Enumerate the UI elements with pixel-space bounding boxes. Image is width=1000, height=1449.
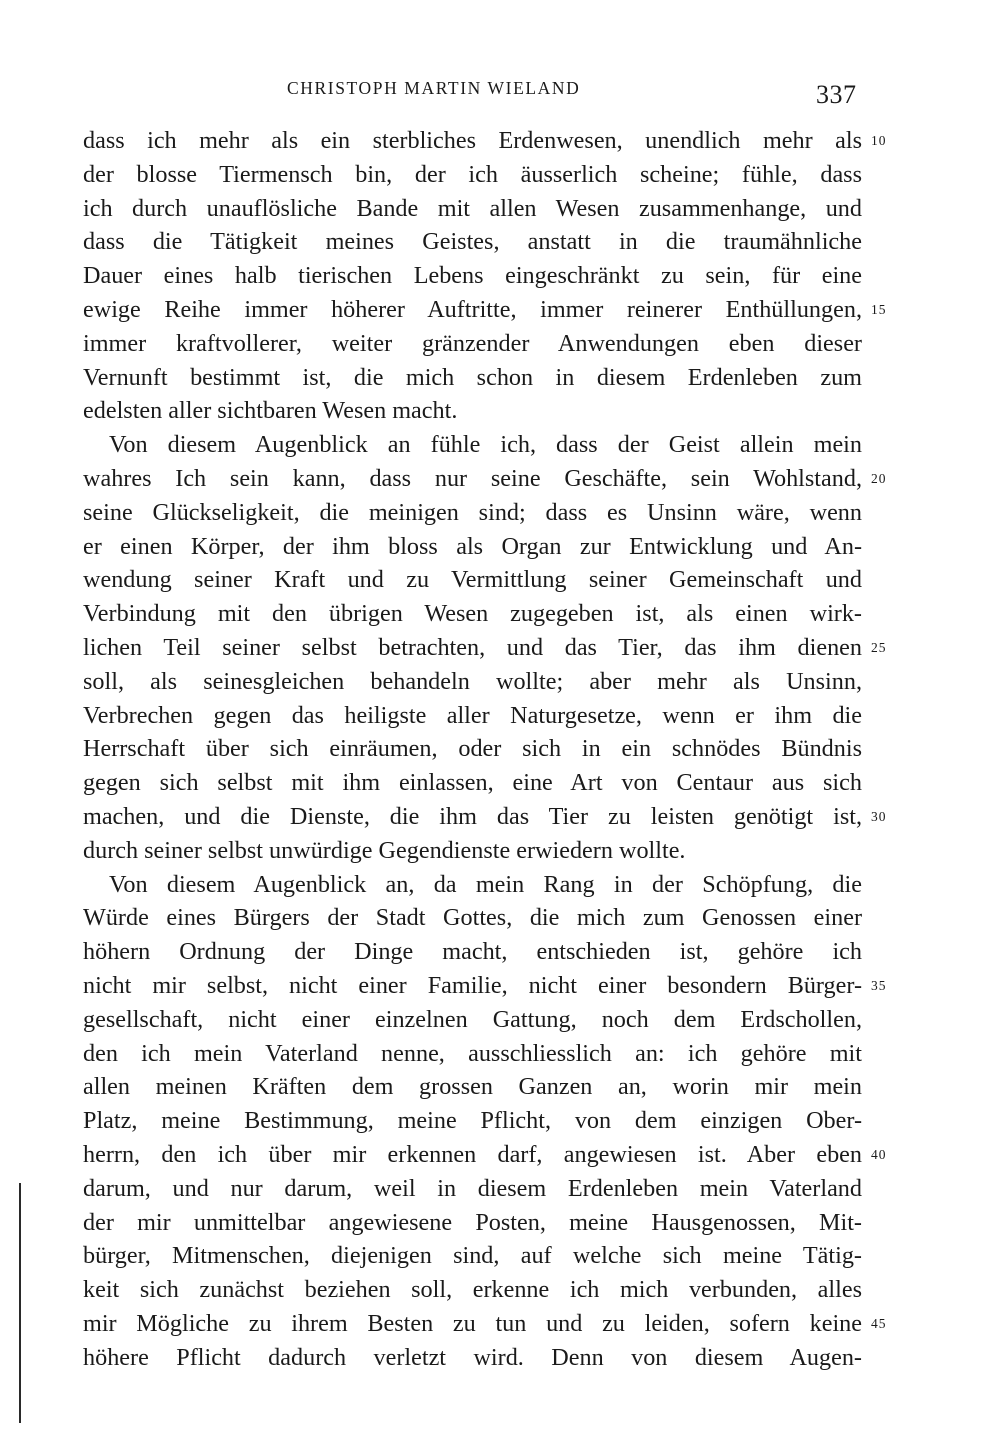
line-text: mir Mögliche zu ihrem Besten zu tun und zu leiden, sofern keine [83, 1309, 862, 1337]
line-text: Dauer eines halb tierischen Lebens eingeschränkt zu sein, für eine [83, 262, 862, 290]
text-line [83, 1172, 862, 1206]
line-text: höhere Pflicht dadurch verletzt wird. Denn von diesem Augen- [83, 1343, 862, 1371]
text-line [83, 1307, 887, 1341]
line-text: durch seiner selbst unwürdige Gegendienste erwiedern wollte. [83, 836, 686, 864]
line-text: herrn, den ich über mir erkennen darf, angewiesen ist. Aber eben [83, 1140, 862, 1168]
text-line [83, 1206, 862, 1240]
line-number: 30 [871, 808, 887, 824]
line-text: seine Glückseligkeit, die meinigen sind; dass es Unsinn wäre, wenn [83, 498, 862, 526]
text-line [83, 496, 862, 530]
text-line [83, 1104, 862, 1138]
line-text: nicht mir selbst, nicht einer Familie, nicht einer besondern Bürger- [83, 971, 862, 999]
text-line [83, 766, 862, 800]
text-line [83, 1273, 862, 1307]
text-line [83, 901, 862, 935]
line-text: gegen sich selbst mit ihm einlassen, eine Art von Centaur aus sich [83, 769, 862, 797]
line-text: der mir unmittelbar angewiesene Posten, meine Hausgenossen, Mit- [83, 1208, 862, 1236]
line-number: 25 [871, 639, 887, 655]
text-line [83, 699, 862, 733]
text-line [83, 1037, 862, 1071]
text-line [83, 1341, 862, 1375]
text-line [83, 935, 862, 969]
line-text: höhern Ordnung der Dinge macht, entschieden ist, gehöre ich [83, 938, 862, 966]
body-text [83, 124, 887, 1374]
text-line [83, 158, 862, 192]
text-line [83, 1003, 862, 1037]
line-text: ich durch unauflösliche Bande mit allen Wesen zusammenhange, und [83, 194, 862, 222]
text-line [83, 462, 887, 496]
line-text: Herrschaft über sich einräumen, oder sich in ein schnödes Bündnis [83, 735, 862, 763]
line-text: Verbindung mit den übrigen Wesen zugegeben ist, als einen wirk- [83, 600, 862, 628]
text-line [83, 665, 862, 699]
text-line [83, 1138, 887, 1172]
text-line [83, 124, 887, 158]
line-text: wendung seiner Kraft und zu Vermittlung seiner Gemeinschaft und [83, 566, 862, 594]
line-text: wahres Ich sein kann, dass nur seine Geschäfte, sein Wohlstand, [83, 464, 862, 492]
text-line [83, 563, 862, 597]
text-line [83, 732, 862, 766]
line-text: immer kraftvollerer, weiter gränzender Anwendungen eben dieser [83, 329, 862, 357]
line-number: 40 [871, 1146, 887, 1162]
text-line [83, 327, 862, 361]
text-line [83, 192, 862, 226]
line-text: dass ich mehr als ein sterbliches Erdenwesen, unendlich mehr als [83, 127, 862, 154]
line-text: ewige Reihe immer höherer Auftritte, immer reinerer Enthüllungen, [83, 295, 862, 323]
line-number: 35 [871, 977, 887, 993]
line-text: bürger, Mitmenschen, diejenigen sind, auf welche sich meine Tätig- [83, 1242, 862, 1270]
line-text: er einen Körper, der ihm bloss als Organ zur Entwicklung und An- [83, 532, 862, 560]
line-text: den ich mein Vaterland nenne, ausschliesslich an: ich gehöre mit [83, 1039, 862, 1067]
text-line [83, 631, 887, 665]
text-line [83, 834, 862, 868]
text-line [83, 530, 862, 564]
line-text: Vernunft bestimmt ist, die mich schon in diesem Erdenleben zum [83, 363, 862, 391]
line-text: lichen Teil seiner selbst betrachten, und das Tier, das ihm dienen [83, 633, 862, 661]
text-line [83, 1070, 862, 1104]
line-number: 15 [871, 301, 887, 317]
margin-scan-line [19, 1183, 21, 1423]
line-number: 10 [871, 133, 887, 148]
line-text: keit sich zunächst beziehen soll, erkenne ich mich verbunden, alles [83, 1276, 862, 1304]
text-line [83, 969, 887, 1003]
text-line [83, 394, 862, 428]
text-line [83, 225, 862, 259]
line-text: machen, und die Dienste, die ihm das Tier zu leisten genötigt ist, [83, 802, 862, 830]
text-line [83, 868, 862, 902]
line-text: darum, und nur darum, weil in diesem Erdenleben mein Vaterland [83, 1174, 862, 1202]
text-line [83, 597, 862, 631]
line-text: Würde eines Bürgers der Stadt Gottes, die mich zum Genossen einer [83, 904, 862, 932]
line-number: 45 [871, 1315, 887, 1331]
line-text: allen meinen Kräften dem grossen Ganzen an, worin mir mein [83, 1073, 862, 1101]
text-line [83, 1239, 862, 1273]
line-number: 20 [871, 470, 887, 486]
text-line [83, 259, 862, 293]
line-text: Von diesem Augenblick an, da mein Rang in der Schöpfung, die [109, 870, 862, 898]
text-line [83, 800, 887, 834]
line-text: gesellschaft, nicht einer einzelnen Gattung, noch dem Erdschollen, [83, 1005, 862, 1033]
line-text: Platz, meine Bestimmung, meine Pflicht, von dem einzigen Ober- [83, 1107, 862, 1135]
line-text: Von diesem Augenblick an fühle ich, dass der Geist allein mein [109, 431, 862, 459]
line-text: soll, als seinesgleichen behandeln wollte; aber mehr als Unsinn, [83, 667, 862, 695]
running-title: CHRISTOPH MARTIN WIELAND [287, 78, 581, 98]
text-line [83, 293, 887, 327]
line-text: dass die Tätigkeit meines Geistes, anstatt in die traumähnliche [83, 228, 862, 256]
line-text: der blosse Tiermensch bin, der ich äusserlich scheine; fühle, dass [83, 160, 862, 188]
text-line [83, 428, 862, 462]
text-line [83, 361, 862, 395]
page-number: 337 [816, 80, 857, 109]
line-text: edelsten aller sichtbaren Wesen macht. [83, 397, 458, 425]
line-text: Verbrechen gegen das heiligste aller Naturgesetze, wenn er ihm die [83, 701, 862, 729]
